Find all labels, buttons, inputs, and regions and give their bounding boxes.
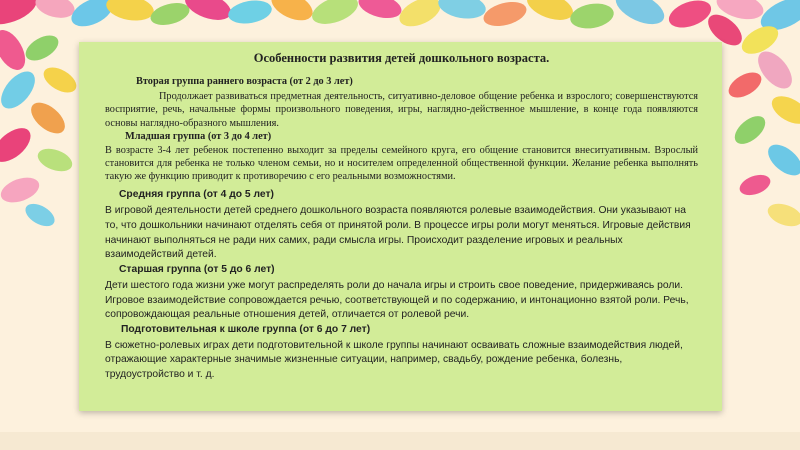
section-text: В игровой деятельности детей среднего дошкольного возраста появляются ролевые взаимодействия. Они указывают на то, что дошкольники начинают отделять себя от принятой роли. В процессе игры роли могут меняться. Игровые действия начинают выполняться не ради них самих, ради смысла игры. Происходит разделение игровых и реальных взаимодействий детей. [105,205,691,261]
section-junior-group [105,130,698,184]
section-heading: Средняя группа (от 4 до 5 лет) [119,188,274,200]
section-middle-group [105,188,698,264]
section-second-early-group [105,75,698,130]
section-heading: Старшая группа (от 5 до 6 лет) [119,264,275,276]
section-heading: Подготовительная к школе группа (от 6 до 7 лет) [121,323,371,335]
content-card [79,42,722,411]
section-preparatory-group [105,323,698,383]
section-text: В сюжетно-ролевых играх дети подготовительной к школе группы начинают осваивать сложные взаимодействия людей, отражающие характерные значимые жизненные ситуации, например, свадьбу, рождение ребенка, болезнь, трудоустройство и т. д. [105,339,683,381]
section-heading: Вторая группа раннего возраста (от 2 до 3 лет) [136,76,353,87]
section-text: Дети шестого года жизни уже могут распределять роли до начала игры и строить свое поведение, придерживаясь роли. Игровое взаимодействие сопровождается речью, соответствующей и по содержанию, и интонационно взятой роли. Речь, сопровождающая реальные отношения детей, отличается от ролевой речи. [105,279,689,321]
section-heading: Младшая группа (от 3 до 4 лет) [125,130,272,142]
section-text: В возрасте 3-4 лет ребенок постепенно выходит за пределы семейного круга, его общение становится внеситуативным. Взрослый становится для ребенка не только членом семьи, но и носителем определенной общественной функции. Желание ребенка выполнять такую же функцию приводит к противоречию с его реальными возможностями. [105,145,698,183]
section-senior-group [105,263,698,323]
section-text: Продолжает развиваться предметная деятельность, ситуативно-деловое общение ребенка и взрослого; совершенствуются восприятие, речь, начальные формы произвольного поведения, игры, наглядно-действенное мышление, в конце года появляются основы наглядно-образного мышления. [105,91,698,129]
slide-title: Особенности развития детей дошкольного возраста. [253,51,550,65]
